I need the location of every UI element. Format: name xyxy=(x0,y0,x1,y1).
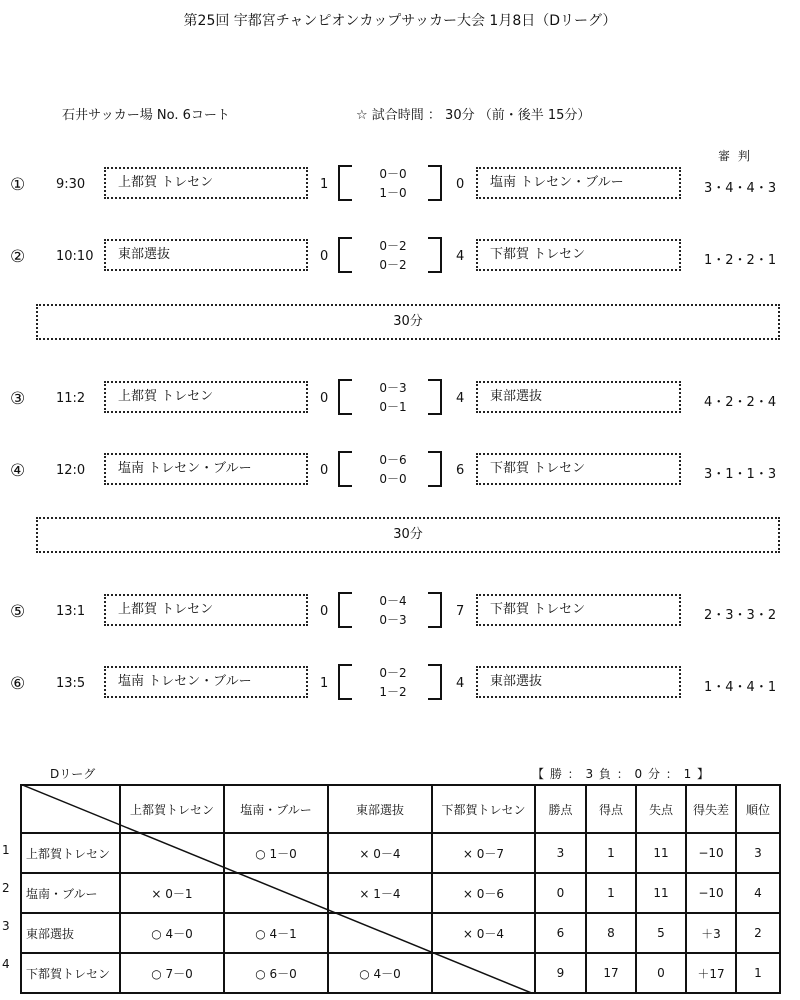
match-time: 13:5 xyxy=(56,676,86,691)
away-team: 下都賀 トレセン xyxy=(476,594,681,626)
goals-for-cell: 17 xyxy=(586,953,636,993)
second-half-score: 1－2 xyxy=(379,685,407,699)
match-number: ③ xyxy=(10,389,26,409)
result-cell: × 0－6 xyxy=(432,873,535,913)
match-row xyxy=(0,662,800,706)
match-time: 10:10 xyxy=(56,249,94,264)
home-score: 0 xyxy=(320,391,329,406)
goals-against-cell: 5 xyxy=(636,913,686,953)
match-row xyxy=(0,235,800,279)
result-cell: ○ 7－0 xyxy=(120,953,224,993)
match-time: 9:30 xyxy=(56,177,86,192)
column-header: 下都賀トレセン xyxy=(432,785,535,833)
referee-header: 審 判 xyxy=(718,149,752,163)
left-bracket xyxy=(338,664,352,700)
points-cell: 0 xyxy=(535,873,586,913)
referee-assignment: 1・4・4・1 xyxy=(704,680,777,695)
result-cell: ○ 4－1 xyxy=(224,913,328,953)
team-name: 東部選抜 xyxy=(21,913,120,953)
goal-diff-cell: ＋3 xyxy=(686,913,736,953)
referee-assignment: 1・2・2・1 xyxy=(704,253,777,268)
points-cell: 3 xyxy=(535,833,586,873)
diagonal-line xyxy=(20,784,534,994)
table-diagonal xyxy=(20,784,781,994)
home-score: 0 xyxy=(320,604,329,619)
result-cell: × 0－4 xyxy=(328,833,432,873)
match-time: 11:2 xyxy=(56,391,86,406)
first-half-score: 0－3 xyxy=(379,381,407,395)
team-name: 塩南・ブルー xyxy=(21,873,120,913)
right-bracket xyxy=(428,237,442,273)
right-bracket xyxy=(428,664,442,700)
break-1: 30分 xyxy=(36,304,780,340)
match-number: ① xyxy=(10,175,26,195)
left-bracket xyxy=(338,379,352,415)
row-number: 4 xyxy=(2,957,10,971)
column-header: 東部選抜 xyxy=(328,785,432,833)
goal-diff-cell: −10 xyxy=(686,833,736,873)
goals-against-cell: 0 xyxy=(636,953,686,993)
team-name: 上都賀トレセン xyxy=(21,833,120,873)
left-bracket xyxy=(338,451,352,487)
result-cell: ○ 1－0 xyxy=(224,833,328,873)
result-cell: × 1－4 xyxy=(328,873,432,913)
match-number: ④ xyxy=(10,461,26,481)
match-number: ② xyxy=(10,247,26,267)
row-number: 2 xyxy=(2,881,10,895)
second-half-score: 1－0 xyxy=(379,186,407,200)
first-half-score: 0－6 xyxy=(379,453,407,467)
home-score: 1 xyxy=(320,676,329,691)
venue-label: 石井サッカー場 No. 6コート xyxy=(62,108,230,123)
column-header: 失点 xyxy=(636,785,686,833)
home-team: 塩南 トレセン・ブルー xyxy=(104,666,308,698)
column-header: 得失差 xyxy=(686,785,736,833)
match-row xyxy=(0,449,800,493)
left-bracket xyxy=(338,237,352,273)
rank-cell: 2 xyxy=(736,913,780,953)
goals-for-cell: 1 xyxy=(586,833,636,873)
away-team: 下都賀 トレセン xyxy=(476,453,681,485)
rank-cell: 4 xyxy=(736,873,780,913)
away-score: 4 xyxy=(456,249,465,264)
row-number: 3 xyxy=(2,919,10,933)
away-score: 4 xyxy=(456,676,465,691)
game-time-label: ☆ 試合時間 ： 30分 （前・後半 15分） xyxy=(356,108,591,123)
away-team: 下都賀 トレセン xyxy=(476,239,681,271)
goals-against-cell: 11 xyxy=(636,873,686,913)
points-legend: 【 勝 ： 3 負 ： 0 分 ： 1 】 xyxy=(532,767,711,781)
column-header: 得点 xyxy=(586,785,636,833)
right-bracket xyxy=(428,451,442,487)
referee-assignment: 3・1・1・3 xyxy=(704,467,777,482)
right-bracket xyxy=(428,592,442,628)
goal-diff-cell: −10 xyxy=(686,873,736,913)
page-title: 第25回 宇都宮チャンピオンカップサッカー大会 1月8日（Dリーグ） xyxy=(183,13,617,29)
match-number: ⑥ xyxy=(10,674,26,694)
away-team: 東部選抜 xyxy=(476,666,681,698)
result-cell: × 0－7 xyxy=(432,833,535,873)
points-cell: 6 xyxy=(535,913,586,953)
rank-cell: 3 xyxy=(736,833,780,873)
match-row xyxy=(0,590,800,634)
result-cell: × 0－1 xyxy=(120,873,224,913)
league-label: Dリーグ xyxy=(50,767,96,781)
referee-assignment: 4・2・2・4 xyxy=(704,395,777,410)
home-team: 上都賀 トレセン xyxy=(104,381,308,413)
first-half-score: 0－2 xyxy=(379,666,407,680)
goals-for-cell: 8 xyxy=(586,913,636,953)
away-score: 6 xyxy=(456,463,465,478)
match-row xyxy=(0,163,800,207)
column-header: 塩南・ブルー xyxy=(224,785,328,833)
home-team: 東部選抜 xyxy=(104,239,308,271)
home-team: 上都賀 トレセン xyxy=(104,594,308,626)
left-bracket xyxy=(338,165,352,201)
second-half-score: 0－1 xyxy=(379,400,407,414)
result-cell: ○ 4－0 xyxy=(120,913,224,953)
referee-assignment: 2・3・3・2 xyxy=(704,608,777,623)
result-cell: ○ 6－0 xyxy=(224,953,328,993)
goal-diff-cell: ＋17 xyxy=(686,953,736,993)
home-score: 1 xyxy=(320,177,329,192)
second-half-score: 0－0 xyxy=(379,472,407,486)
match-time: 12:0 xyxy=(56,463,86,478)
first-half-score: 0－4 xyxy=(379,594,407,608)
column-header: 順位 xyxy=(736,785,780,833)
away-score: 7 xyxy=(456,604,465,619)
result-cell: ○ 4－0 xyxy=(328,953,432,993)
break-2: 30分 xyxy=(36,517,780,553)
column-header: 勝点 xyxy=(535,785,586,833)
right-bracket xyxy=(428,165,442,201)
first-half-score: 0－2 xyxy=(379,239,407,253)
away-score: 0 xyxy=(456,177,465,192)
result-cell: × 0－4 xyxy=(432,913,535,953)
right-bracket xyxy=(428,379,442,415)
goals-against-cell: 11 xyxy=(636,833,686,873)
match-row xyxy=(0,377,800,421)
goals-for-cell: 1 xyxy=(586,873,636,913)
away-score: 4 xyxy=(456,391,465,406)
match-time: 13:1 xyxy=(56,604,86,619)
points-cell: 9 xyxy=(535,953,586,993)
rank-cell: 1 xyxy=(736,953,780,993)
column-header: 上都賀トレセン xyxy=(120,785,224,833)
home-score: 0 xyxy=(320,463,329,478)
home-team: 上都賀 トレセン xyxy=(104,167,308,199)
away-team: 塩南 トレセン・ブルー xyxy=(476,167,681,199)
home-team: 塩南 トレセン・ブルー xyxy=(104,453,308,485)
row-number: 1 xyxy=(2,843,10,857)
second-half-score: 0－3 xyxy=(379,613,407,627)
team-name: 下都賀トレセン xyxy=(21,953,120,993)
match-number: ⑤ xyxy=(10,602,26,622)
second-half-score: 0－2 xyxy=(379,258,407,272)
home-score: 0 xyxy=(320,249,329,264)
away-team: 東部選抜 xyxy=(476,381,681,413)
referee-assignment: 3・4・4・3 xyxy=(704,181,777,196)
left-bracket xyxy=(338,592,352,628)
first-half-score: 0－0 xyxy=(379,167,407,181)
